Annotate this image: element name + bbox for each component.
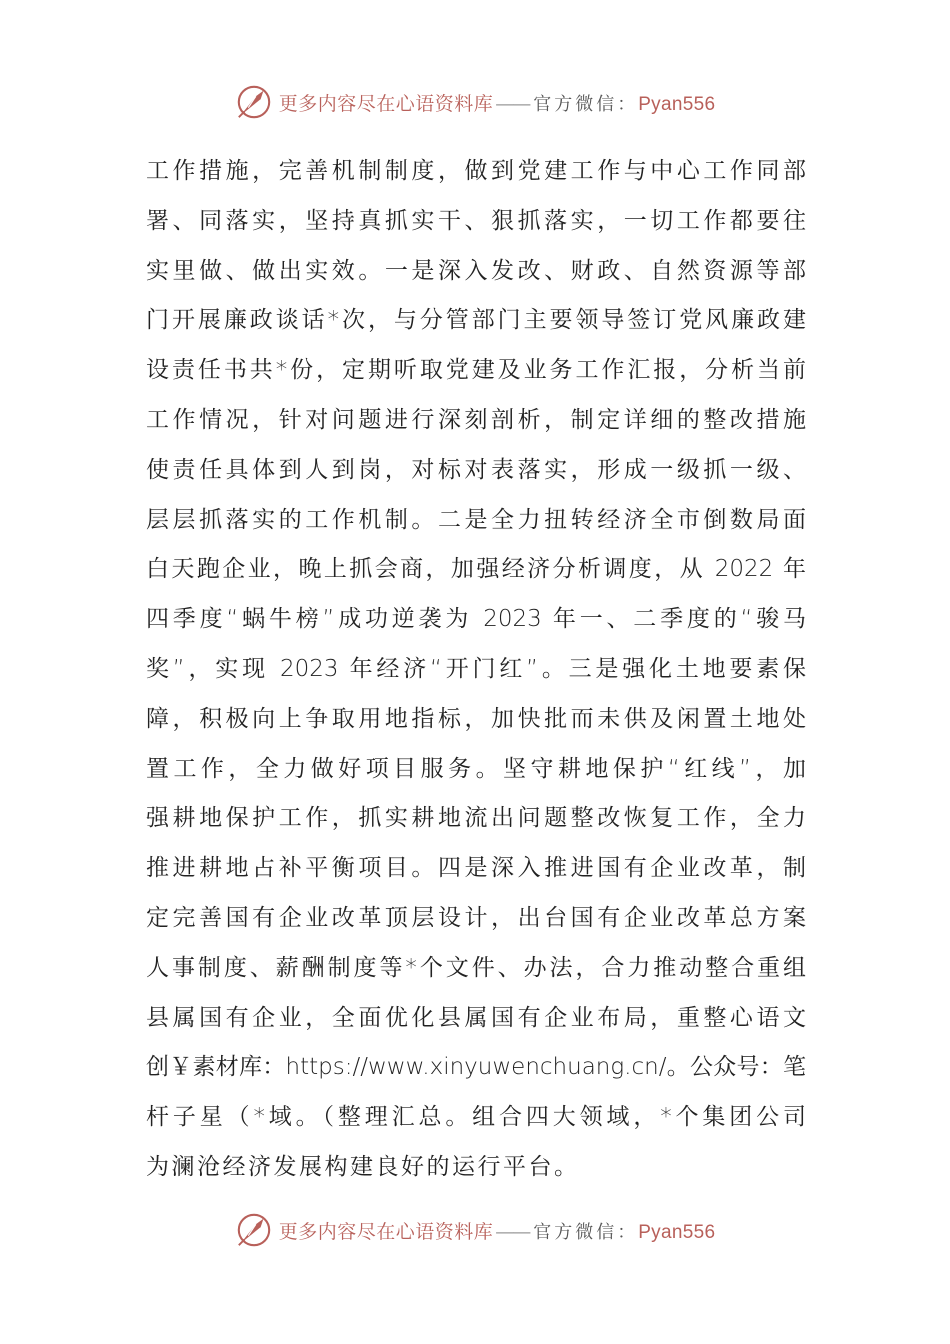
text-line: 实里做、做出实效。一是深入发改、财政、自然资源等部 [146, 257, 806, 284]
wechat-id: Pyan556 [638, 1221, 716, 1243]
text-line: 人事制度、薪酬制度等*个文件、办法，合力推动整合重组 [146, 954, 806, 981]
text-line: 为澜沧经济发展构建良好的运行平台。 [146, 1153, 580, 1180]
wechat-id: Pyan556 [638, 93, 716, 115]
text-line: 层层抓落实的工作机制。二是全力扭转经济全市倒数局面 [146, 506, 806, 533]
banner-separator: —— [495, 92, 530, 115]
quill-pen-logo-icon [235, 83, 273, 121]
text-line: 白天跑企业，晚上抓会商，加强经济分析调度，从 2022 年 [146, 556, 806, 583]
wechat-label: 官方微信： [533, 93, 639, 115]
text-line: 杆子星（*域。（整理汇总。组合四大领域，*个集团公司 [146, 1104, 806, 1131]
quill-pen-logo-icon [235, 1211, 273, 1249]
text-line: 四季度“蜗牛榜”成功逆袭为 2023 年一、二季度的“骏马 [146, 606, 806, 633]
text-line: 创￥素材库：https://www.xinyuwenchuang.cn/。公众号：笔 [146, 1054, 806, 1081]
text-line: 定完善国有企业改革顶层设计，出台国有企业改革总方案 [146, 904, 806, 931]
text-line: 使责任具体到人到岗，对标对表落实，形成一级抓一级、 [146, 456, 806, 483]
text-line: 工作措施，完善机制制度，做到党建工作与中心工作同部 [146, 158, 806, 184]
text-line: 署、同落实，坚持真抓实干、狠抓落实，一切工作都要往 [146, 207, 806, 234]
text-line: 设责任书共*份，定期听取党建及业务工作汇报，分析当前 [146, 357, 806, 384]
banner-title: 更多内容尽在心语资料库 [278, 1220, 494, 1243]
text-line: 奖”，实现 2023 年经济“开门红”。三是强化土地要素保 [146, 655, 806, 682]
footer-watermark-banner [0, 1208, 950, 1252]
body-text [146, 147, 806, 1193]
wechat-label: 官方微信： [533, 1221, 639, 1243]
text-line: 工作情况，针对问题进行深刻剖析，制定详细的整改措施 [146, 406, 806, 433]
text-line: 强耕地保护工作，抓实耕地流出问题整改恢复工作，全力 [146, 805, 806, 832]
text-line: 障，积极向上争取用地指标，加快批而未供及闲置土地处 [146, 705, 806, 732]
banner-separator: —— [495, 1220, 530, 1243]
text-line: 门开展廉政谈话*次，与分管部门主要领导签订党风廉政建 [146, 307, 806, 334]
text-line: 推进耕地占补平衡项目。四是深入推进国有企业改革，制 [146, 855, 806, 882]
text-line: 置工作，全力做好项目服务。坚守耕地保护“红线”，加 [146, 755, 806, 782]
header-watermark-banner [0, 80, 950, 124]
banner-title: 更多内容尽在心语资料库 [278, 92, 494, 115]
text-line: 县属国有企业，全面优化县属国有企业布局，重整心语文 [146, 1004, 806, 1031]
